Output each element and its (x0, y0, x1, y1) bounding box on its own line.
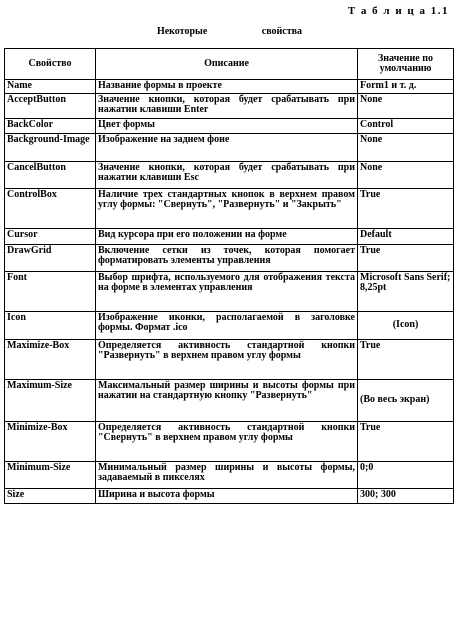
property-name: Maximum-Size (5, 380, 96, 422)
property-name: ControlBox (5, 189, 96, 229)
property-description: Определяется активность стандартной кнопки "Свернуть" в верхнем правом углу формы (96, 422, 358, 462)
property-description: Значение кнопки, которая будет срабатывать при нажатии клавиши Enter (96, 94, 358, 119)
property-description: Определяется активность стандартной кнопки "Развернуть" в верхнем правом углу формы (96, 340, 358, 380)
property-name: Minimum-Size (5, 462, 96, 489)
table-row (5, 272, 454, 312)
property-name: BackColor (5, 119, 96, 134)
property-default: None (358, 162, 454, 189)
property-name: Icon (5, 312, 96, 340)
property-default: None (358, 134, 454, 162)
table-row (5, 162, 454, 189)
table-row (5, 245, 454, 272)
property-description: Включение сетки из точек, которая помогает форматировать элементы управления (96, 245, 358, 272)
property-name: Minimize-Box (5, 422, 96, 462)
header-row (5, 49, 454, 80)
property-description: Изображение на заднем фоне (96, 134, 358, 162)
property-default: True (358, 340, 454, 380)
header-property: Свойство (5, 49, 96, 80)
table-number: Т а б л и ц а 1.1 (347, 5, 449, 17)
property-default: (Во весь экран) (358, 380, 454, 422)
table-row (5, 94, 454, 119)
property-description: Цвет формы (96, 119, 358, 134)
table-row (5, 422, 454, 462)
property-default: True (358, 189, 454, 229)
property-description: Наличие трех стандартных кнопок в верхнем правом углу формы: "Свернуть", "Развернуть" и "Закрыть" (96, 189, 358, 229)
table-row (5, 134, 454, 162)
property-default: True (358, 422, 454, 462)
header-default-value: Значение по умолчанию (358, 49, 454, 80)
property-description: Ширина и высота формы (96, 489, 358, 504)
property-default: Control (358, 119, 454, 134)
property-description: Название формы в проекте (96, 80, 358, 94)
property-default: (Icon) (358, 312, 454, 340)
property-name: Font (5, 272, 96, 312)
property-description: Минимальный размер ширины и высоты формы, задаваемый в пикселях (96, 462, 358, 489)
table-caption: Некоторые свойства (156, 26, 303, 37)
table-row (5, 380, 454, 422)
property-name: CancelButton (5, 162, 96, 189)
property-default: None (358, 94, 454, 119)
header-description: Описание (96, 49, 358, 80)
property-description: Вид курсора при его положении на форме (96, 229, 358, 245)
property-description: Значение кнопки, которая будет срабатывать при нажатии клавиши Esc (96, 162, 358, 189)
property-description: Изображение иконки, располагаемой в заголовке формы. Формат .ico (96, 312, 358, 340)
table-row (5, 340, 454, 380)
property-name: Cursor (5, 229, 96, 245)
property-default: Microsoft Sans Serif; 8,25pt (358, 272, 454, 312)
table-row (5, 462, 454, 489)
property-name: AcceptButton (5, 94, 96, 119)
property-name: Background-Image (5, 134, 96, 162)
property-default: Form1 и т. д. (358, 80, 454, 94)
property-description: Выбор шрифта, используемого для отображения текста на форме в элементах управления (96, 272, 358, 312)
property-default: 0;0 (358, 462, 454, 489)
table-row (5, 489, 454, 504)
property-description: Максимальный размер ширины и высоты формы при нажатии на стандартную кнопку "Развернуть" (96, 380, 358, 422)
property-default: Default (358, 229, 454, 245)
property-name: DrawGrid (5, 245, 96, 272)
table-row (5, 229, 454, 245)
property-name: Size (5, 489, 96, 504)
table-row (5, 189, 454, 229)
property-default: True (358, 245, 454, 272)
table-row (5, 80, 454, 94)
property-name: Maximize-Box (5, 340, 96, 380)
property-name: Name (5, 80, 96, 94)
properties-table (4, 48, 454, 504)
property-default: 300; 300 (358, 489, 454, 504)
table-row (5, 312, 454, 340)
table-row (5, 119, 454, 134)
